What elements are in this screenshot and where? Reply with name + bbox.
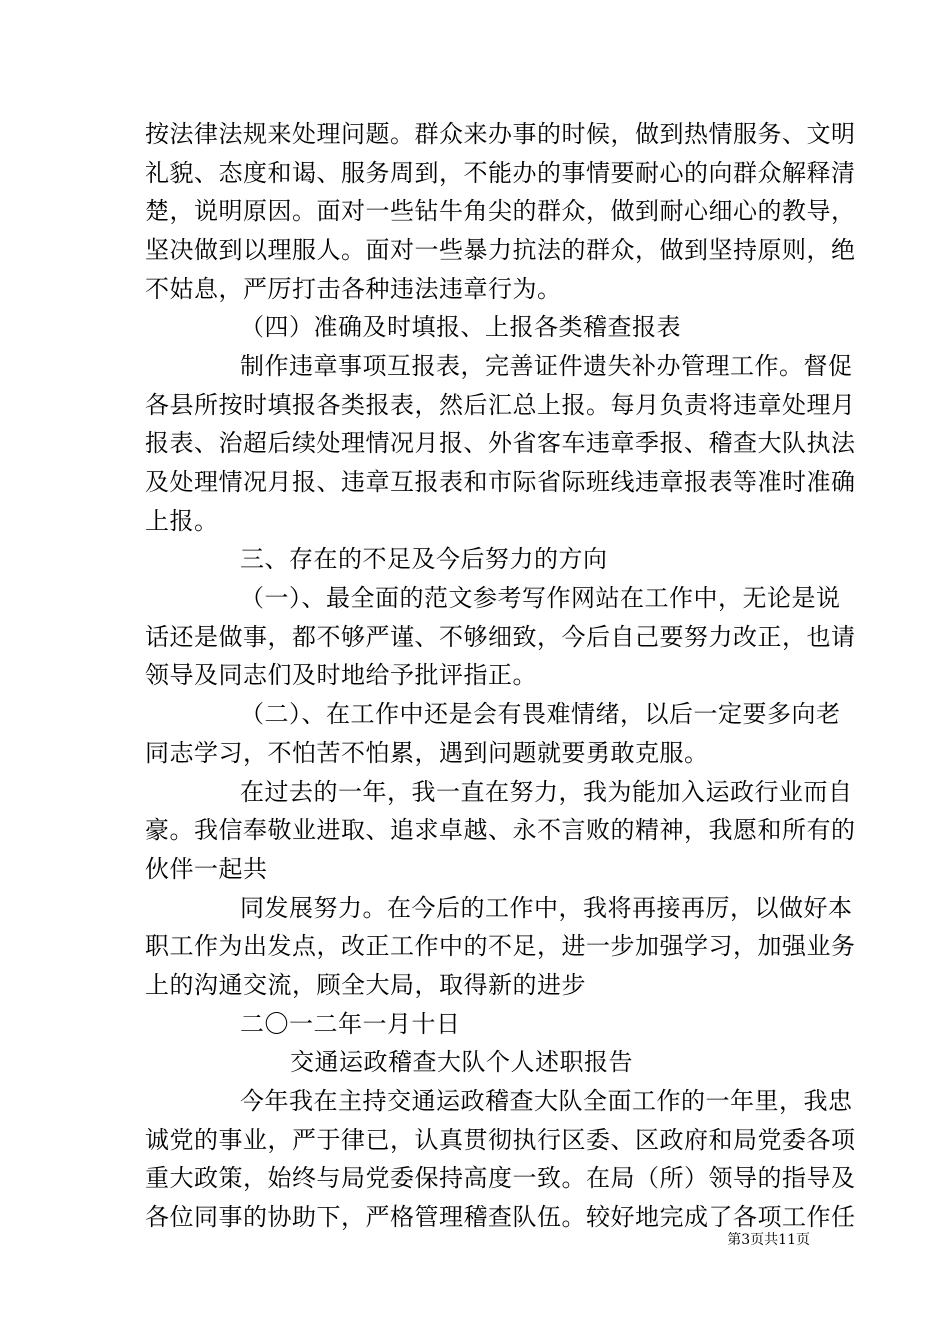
body-text-line: 上的沟通交流，顾全大局，取得新的进步 xyxy=(145,971,586,999)
body-text-line: 及处理情况月报、违章互报表和市际省际班线违章报表等准时准确 xyxy=(145,468,856,496)
body-text-line: 楚，说明原因。面对一些钻牛角尖的群众，做到耐心细心的教导， xyxy=(145,197,856,225)
body-text-line: 伙伴一起共 xyxy=(145,855,268,883)
body-text-line: 报表、治超后续处理情况月报、外省客车违章季报、稽查大队执法 xyxy=(145,429,856,457)
body-text-line: 重大政策，始终与局党委保持高度一致。在局（所）领导的指导及 xyxy=(145,1164,856,1192)
report-title: 交通运政稽查大队个人述职报告 xyxy=(290,1048,633,1076)
body-text-line: 职工作为出发点，改正工作中的不足，进一步加强学习，加强业务 xyxy=(145,932,856,960)
page-number-footer: 第3页共11页 xyxy=(727,1232,810,1248)
body-text-line: （一）、最全面的范文参考写作网站在工作中，无论是说 xyxy=(240,584,841,612)
date-line: 二〇一二年一月十日 xyxy=(240,1010,461,1038)
section-heading-3: 三、存在的不足及今后努力的方向 xyxy=(240,545,608,573)
body-text-line: 豪。我信奉敬业进取、追求卓越、永不言败的精神，我愿和所有的 xyxy=(145,816,856,844)
body-text-line: 各县所按时填报各类报表，然后汇总上报。每月负责将违章处理月 xyxy=(145,391,856,419)
body-text-line: 诚党的事业，严于律已，认真贯彻执行区委、区政府和局党委各项 xyxy=(145,1126,856,1154)
body-text-line: 同志学习，不怕苦不怕累，遇到问题就要勇敢克服。 xyxy=(145,739,709,767)
body-text-line: 不姑息，严厉打击各种违法违章行为。 xyxy=(145,275,562,303)
section-heading-4: （四）准确及时填报、上报各类稽查报表 xyxy=(240,313,681,341)
body-text-line: 同发展努力。在今后的工作中，我将再接再厉，以做好本 xyxy=(240,894,853,922)
body-text-line: （二）、在工作中还是会有畏难情绪，以后一定要多向老 xyxy=(240,700,841,728)
body-text-line: 在过去的一年，我一直在努力，我为能加入运政行业而自 xyxy=(240,778,853,806)
body-text-line: 坚决做到以理服人。面对一些暴力抗法的群众，做到坚持原则，绝 xyxy=(145,236,856,264)
body-text-line: 制作违章事项互报表，完善证件遗失补办管理工作。督促 xyxy=(240,352,853,380)
body-text-line: 今年我在主持交通运政稽查大队全面工作的一年里，我忠 xyxy=(240,1087,853,1115)
body-text-line: 各位同事的协助下，严格管理稽查队伍。较好地完成了各项工作任 xyxy=(145,1203,856,1231)
body-text-line: 按法律法规来处理问题。群众来办事的时候，做到热情服务、文明 xyxy=(145,120,856,148)
body-text-line: 礼貌、态度和谒、服务周到，不能办的事情要耐心的向群众解释清 xyxy=(145,159,856,187)
body-text-line: 领导及同志们及时地给予批评指正。 xyxy=(145,661,537,689)
body-text-line: 上报。 xyxy=(145,507,219,535)
body-text-line: 话还是做事，都不够严谨、不够细致，今后自己要努力改正，也请 xyxy=(145,623,856,651)
